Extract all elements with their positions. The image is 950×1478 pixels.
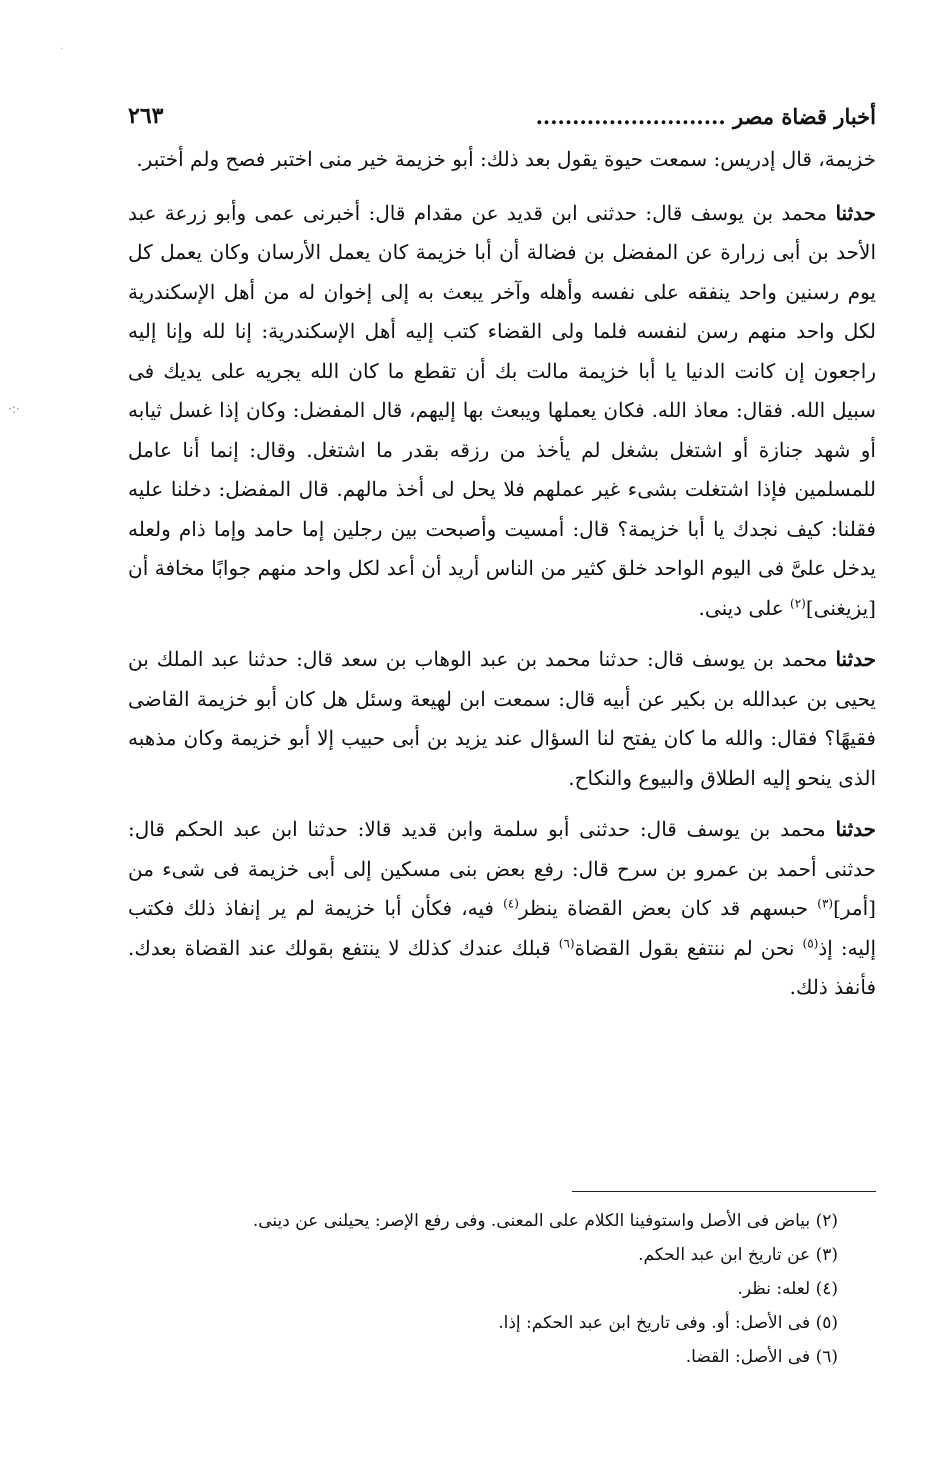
paragraph-3 [128, 640, 876, 798]
paragraph-text: خزيمة، قال إدريس: سمعت حيوة يقول بعد ذلك: أبو خزيمة خير منى اختبر فصح ولم أختبر. [136, 147, 876, 171]
page-number: ٢٦٣ [128, 103, 164, 129]
header-title: أخبار قضاة مصر [732, 103, 876, 129]
scan-mark: · [60, 44, 64, 55]
footnote-ref: (٤) [503, 896, 519, 911]
footnotes [128, 1204, 838, 1374]
footnote-ref: (٢) [790, 595, 806, 610]
footnote-ref: (٦) [558, 935, 575, 950]
paragraph-4 [128, 810, 876, 1008]
paragraph-lead: حدثنا [835, 647, 876, 671]
paragraph-lead: حدثنا [835, 200, 876, 225]
footnote-6: (٦) فى الأصل: القضا. [685, 1347, 838, 1367]
footnote-ref: (٥) [802, 935, 819, 950]
margin-mark: ·:· [8, 402, 20, 416]
paragraph-text-tail: على دينى. [698, 595, 791, 620]
footnote-4: (٤) لعله: نظر. [737, 1279, 838, 1299]
header-dots: .......................... [535, 103, 726, 129]
paragraph-text: قبلك عندك كذلك لا ينتفع بقولك عند القضاة بعدك. فأنفذ ذلك. [128, 935, 876, 999]
paragraph-text: محمد بن يوسف قال: حدثنى أبو سلمة وابن قديد قالا: حدثنا ابن عبد الحكم قال: حدثنى أحمد بن عمرو بن سرح قال: رفع بعض بنى مسكين إلى أبى خزيمة فى شىء من [أمر] [128, 817, 876, 920]
running-header [128, 96, 876, 136]
paragraph-text: نحن لم ننتفع بقول القضاة [574, 935, 803, 960]
paragraph-text: محمد بن يوسف قال: حدثنى ابن قديد عن مقدام قال: أخبرنى عمى وأبو زرعة عبد الأحد بن أبى زرارة عن المفضل بن فضالة أن أبا خزيمة كان يعمل الأرسان وكان يعمل كل يوم رسنين واحد ينفقه على نفسه وأهله وآخر يبعث به إلى إخوان له من أهل الإسكندرية لكل واحد منهم رسن لنفسه فلما ولى القضاء كتب إليه أهل الإسكندرية: إنا لله وإنا إليه راجعون إن كانت الدنيا يا أبا خزيمة مالت بك أن تقطع ما كان الله يجريه على يديك فى سبيل الله. فقال: معاذ الله. فكان يعملها ويبعث بها إليهم، قال المفضل: وكان إذا غسل ثيابه أو شهد جنازة أو اشتغل بشغل لم يأخذ من رزقه بقدر ما اشتغل. وقال: إنما أنا عامل للمسلمين فإذا اشتغلت بشىء غير عملهم فلا يحل لى أخذ مالهم. قال المفضل: دخلنا عليه فقلنا: كيف نجدك يا أبا خزيمة؟ قال: أمسيت وأصبحت بين رجلين إما حامد وإما ذام ولعله يدخل علىَّ فى اليوم الواحد خلق كثير من الناس أريد أن أعد لكل واحد منهم جوابًا مخافة أن [يزيغنى] [128, 200, 876, 620]
paragraph-text: فيه، فكأن أبا خزيمة لم ير إنفاذ ذلك فكتب إليه: إذ [128, 896, 877, 960]
footnote-5: (٥) فى الأصل: أو. وفى تاريخ ابن عبد الحكم: إذا. [498, 1313, 838, 1333]
footnote-3: (٣) عن تاريخ ابن عبد الحكم. [638, 1245, 838, 1265]
footnote-2: (٢) بياض فى الأصل واستوفينا الكلام على المعنى. وفى رفع الإصر: يحيلنى عن دينى. [252, 1211, 838, 1231]
header-title-group [536, 104, 876, 129]
footnote-ref: (٣) [817, 896, 834, 911]
paragraph-text: محمد بن يوسف قال: حدثنا محمد بن عبد الوهاب بن سعد قال: حدثنا عبد الملك بن يحيى بن عبدالله بن بكير عن أبيه قال: سمعت ابن لهيعة وسئل هل كان أبو خزيمة القاضى فقيهًا؟ فقال: والله ما كان يفتح لنا السؤال عند يزيد بن أبى حبيب إلا أبو خزيمة وكان مذهبه الذى ينحو إليه الطلاق والبيوع والنكاح. [128, 647, 876, 790]
paragraph-text: حبسهم قد كان بعض القضاة ينظر [518, 896, 818, 920]
body-text [128, 140, 876, 1020]
paragraph-1 [128, 140, 876, 180]
footnote-divider [572, 1191, 876, 1192]
paragraph-lead: حدثنا [835, 817, 876, 841]
paragraph-2 [128, 194, 876, 629]
